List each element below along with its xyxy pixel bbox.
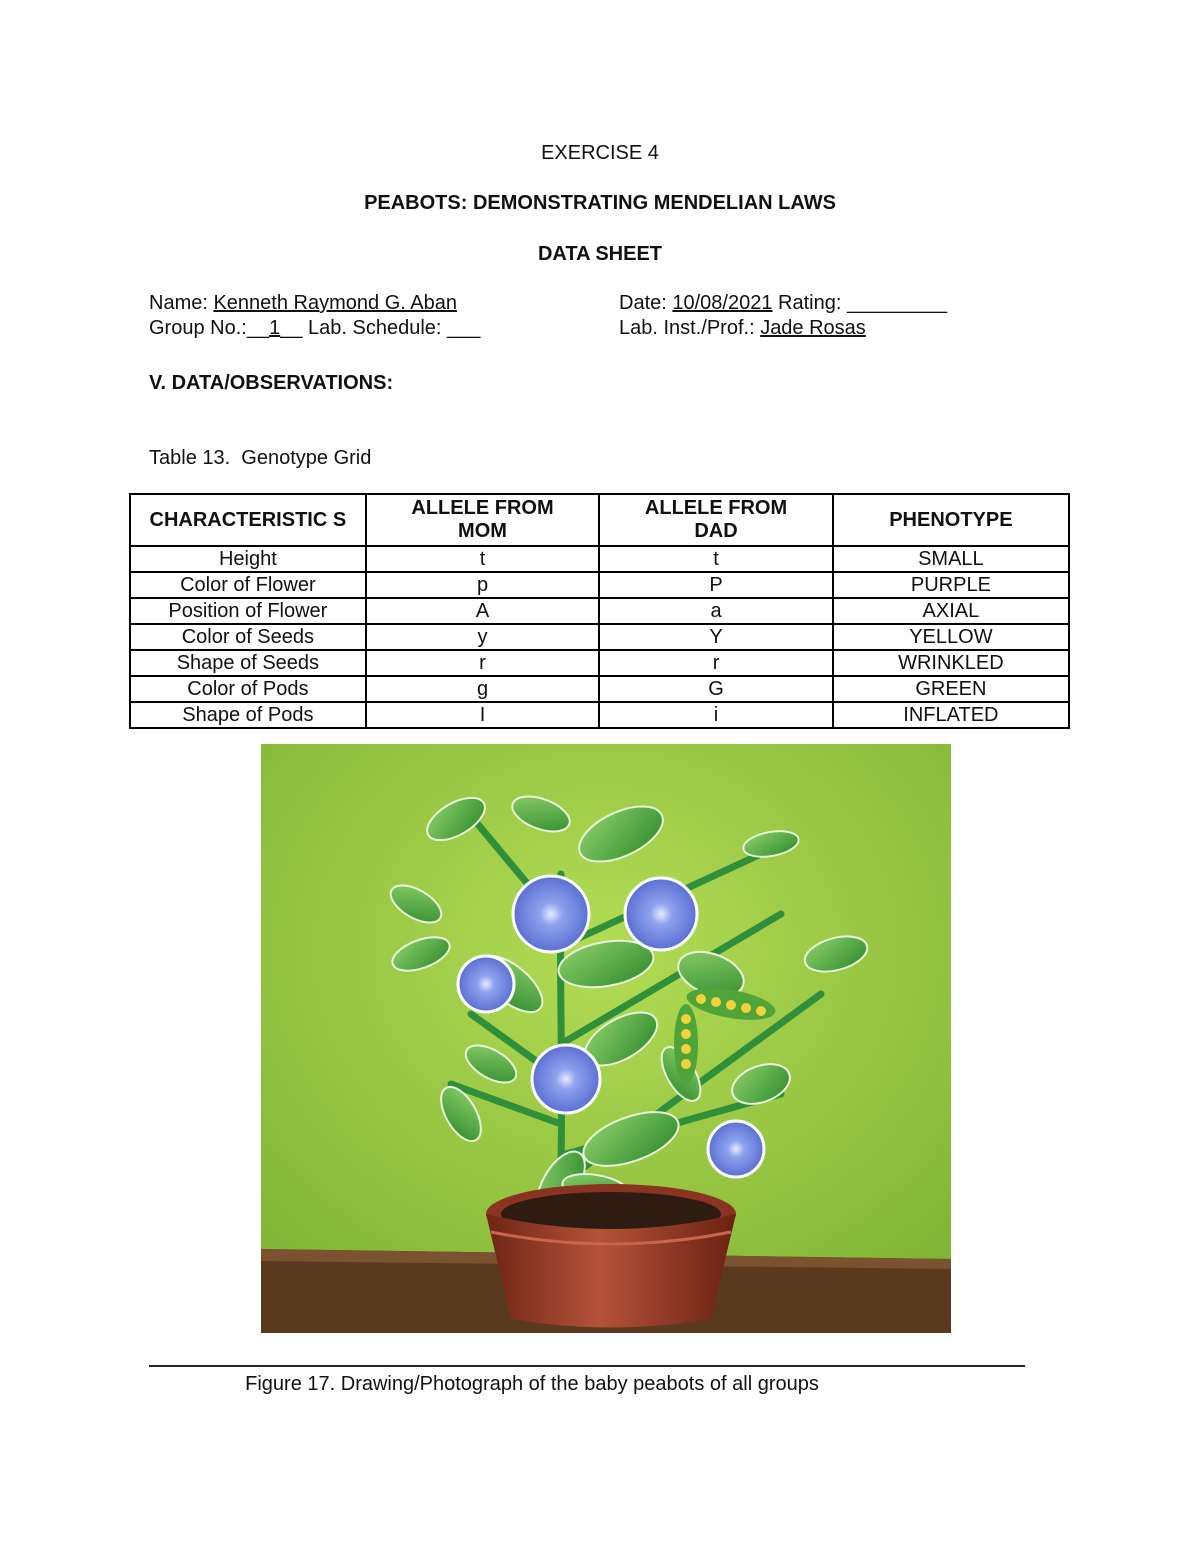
rating-label: Rating: [778,292,842,314]
table-row [130,650,1069,676]
cell-allele-dad: r [599,650,833,676]
table-row [130,572,1069,598]
cell-characteristic: Color of Pods [130,676,366,702]
cell-characteristic: Color of Flower [130,572,366,598]
cell-phenotype: INFLATED [833,702,1069,728]
cell-characteristic: Height [130,546,366,572]
figure-caption: Figure 17. Drawing/Photograph of the baby peabots of all groups [245,1373,819,1395]
cell-characteristic: Shape of Seeds [130,650,366,676]
schedule-label: Lab. Schedule: [308,317,442,339]
header-allele-dad: ALLELE FROM DAD [599,494,833,546]
cell-phenotype: GREEN [833,676,1069,702]
cell-phenotype: AXIAL [833,598,1069,624]
cell-phenotype: YELLOW [833,624,1069,650]
cell-allele-dad: P [599,572,833,598]
cell-phenotype: WRINKLED [833,650,1069,676]
instructor-label: Lab. Inst./Prof.: [619,317,755,339]
cell-allele-dad: G [599,676,833,702]
table-row [130,624,1069,650]
peabot-photo [261,744,951,1333]
table-header-row [130,494,1069,546]
data-sheet-heading: DATA SHEET [537,243,663,265]
group-pre: __ [246,317,270,339]
date-value: 10/08/2021 [672,292,773,314]
document-title: PEABOTS: DEMONSTRATING MENDELIAN LAWS [364,192,836,214]
instructor-value: Jade Rosas [760,317,866,339]
group-label: Group No.: [149,317,247,339]
table-row [130,702,1069,728]
flower-pot [486,1184,736,1328]
cell-characteristic: Position of Flower [130,598,366,624]
table-row [130,598,1069,624]
cell-allele-dad: t [599,546,833,572]
date-label: Date: [619,292,667,314]
table-row [130,676,1069,702]
cell-phenotype: SMALL [833,546,1069,572]
cell-allele-dad: i [599,702,833,728]
schedule-value: ___ [447,317,481,339]
cell-allele-mom: t [366,546,600,572]
cell-characteristic: Shape of Pods [130,702,366,728]
cell-allele-mom: I [366,702,600,728]
header-phenotype: PHENOTYPE [833,494,1069,546]
cell-allele-dad: Y [599,624,833,650]
group-post: __ [280,317,303,339]
header-allele-mom: ALLELE FROM MOM [366,494,600,546]
rating-value: _________ [846,292,948,314]
section-heading: V. DATA/OBSERVATIONS: [149,372,394,394]
table-row [130,546,1069,572]
cell-allele-mom: A [366,598,600,624]
name-label: Name: [149,292,208,314]
exercise-label: EXERCISE 4 [541,142,659,164]
group-line [149,317,480,340]
cell-characteristic: Color of Seeds [130,624,366,650]
date-rating-line [619,292,947,315]
genotype-table [129,493,1070,729]
header-characteristics: CHARACTERISTIC S [130,494,366,546]
cell-allele-dad: a [599,598,833,624]
name-line [149,292,457,315]
cell-allele-mom: g [366,676,600,702]
cell-phenotype: PURPLE [833,572,1069,598]
name-value: Kenneth Raymond G. Aban [213,292,457,314]
group-value: 1 [269,317,281,339]
table-caption: Table 13. Genotype Grid [149,447,372,469]
cell-allele-mom: p [366,572,600,598]
instructor-line [619,317,866,340]
cell-allele-mom: r [366,650,600,676]
figure-divider [149,1365,1025,1367]
cell-allele-mom: y [366,624,600,650]
